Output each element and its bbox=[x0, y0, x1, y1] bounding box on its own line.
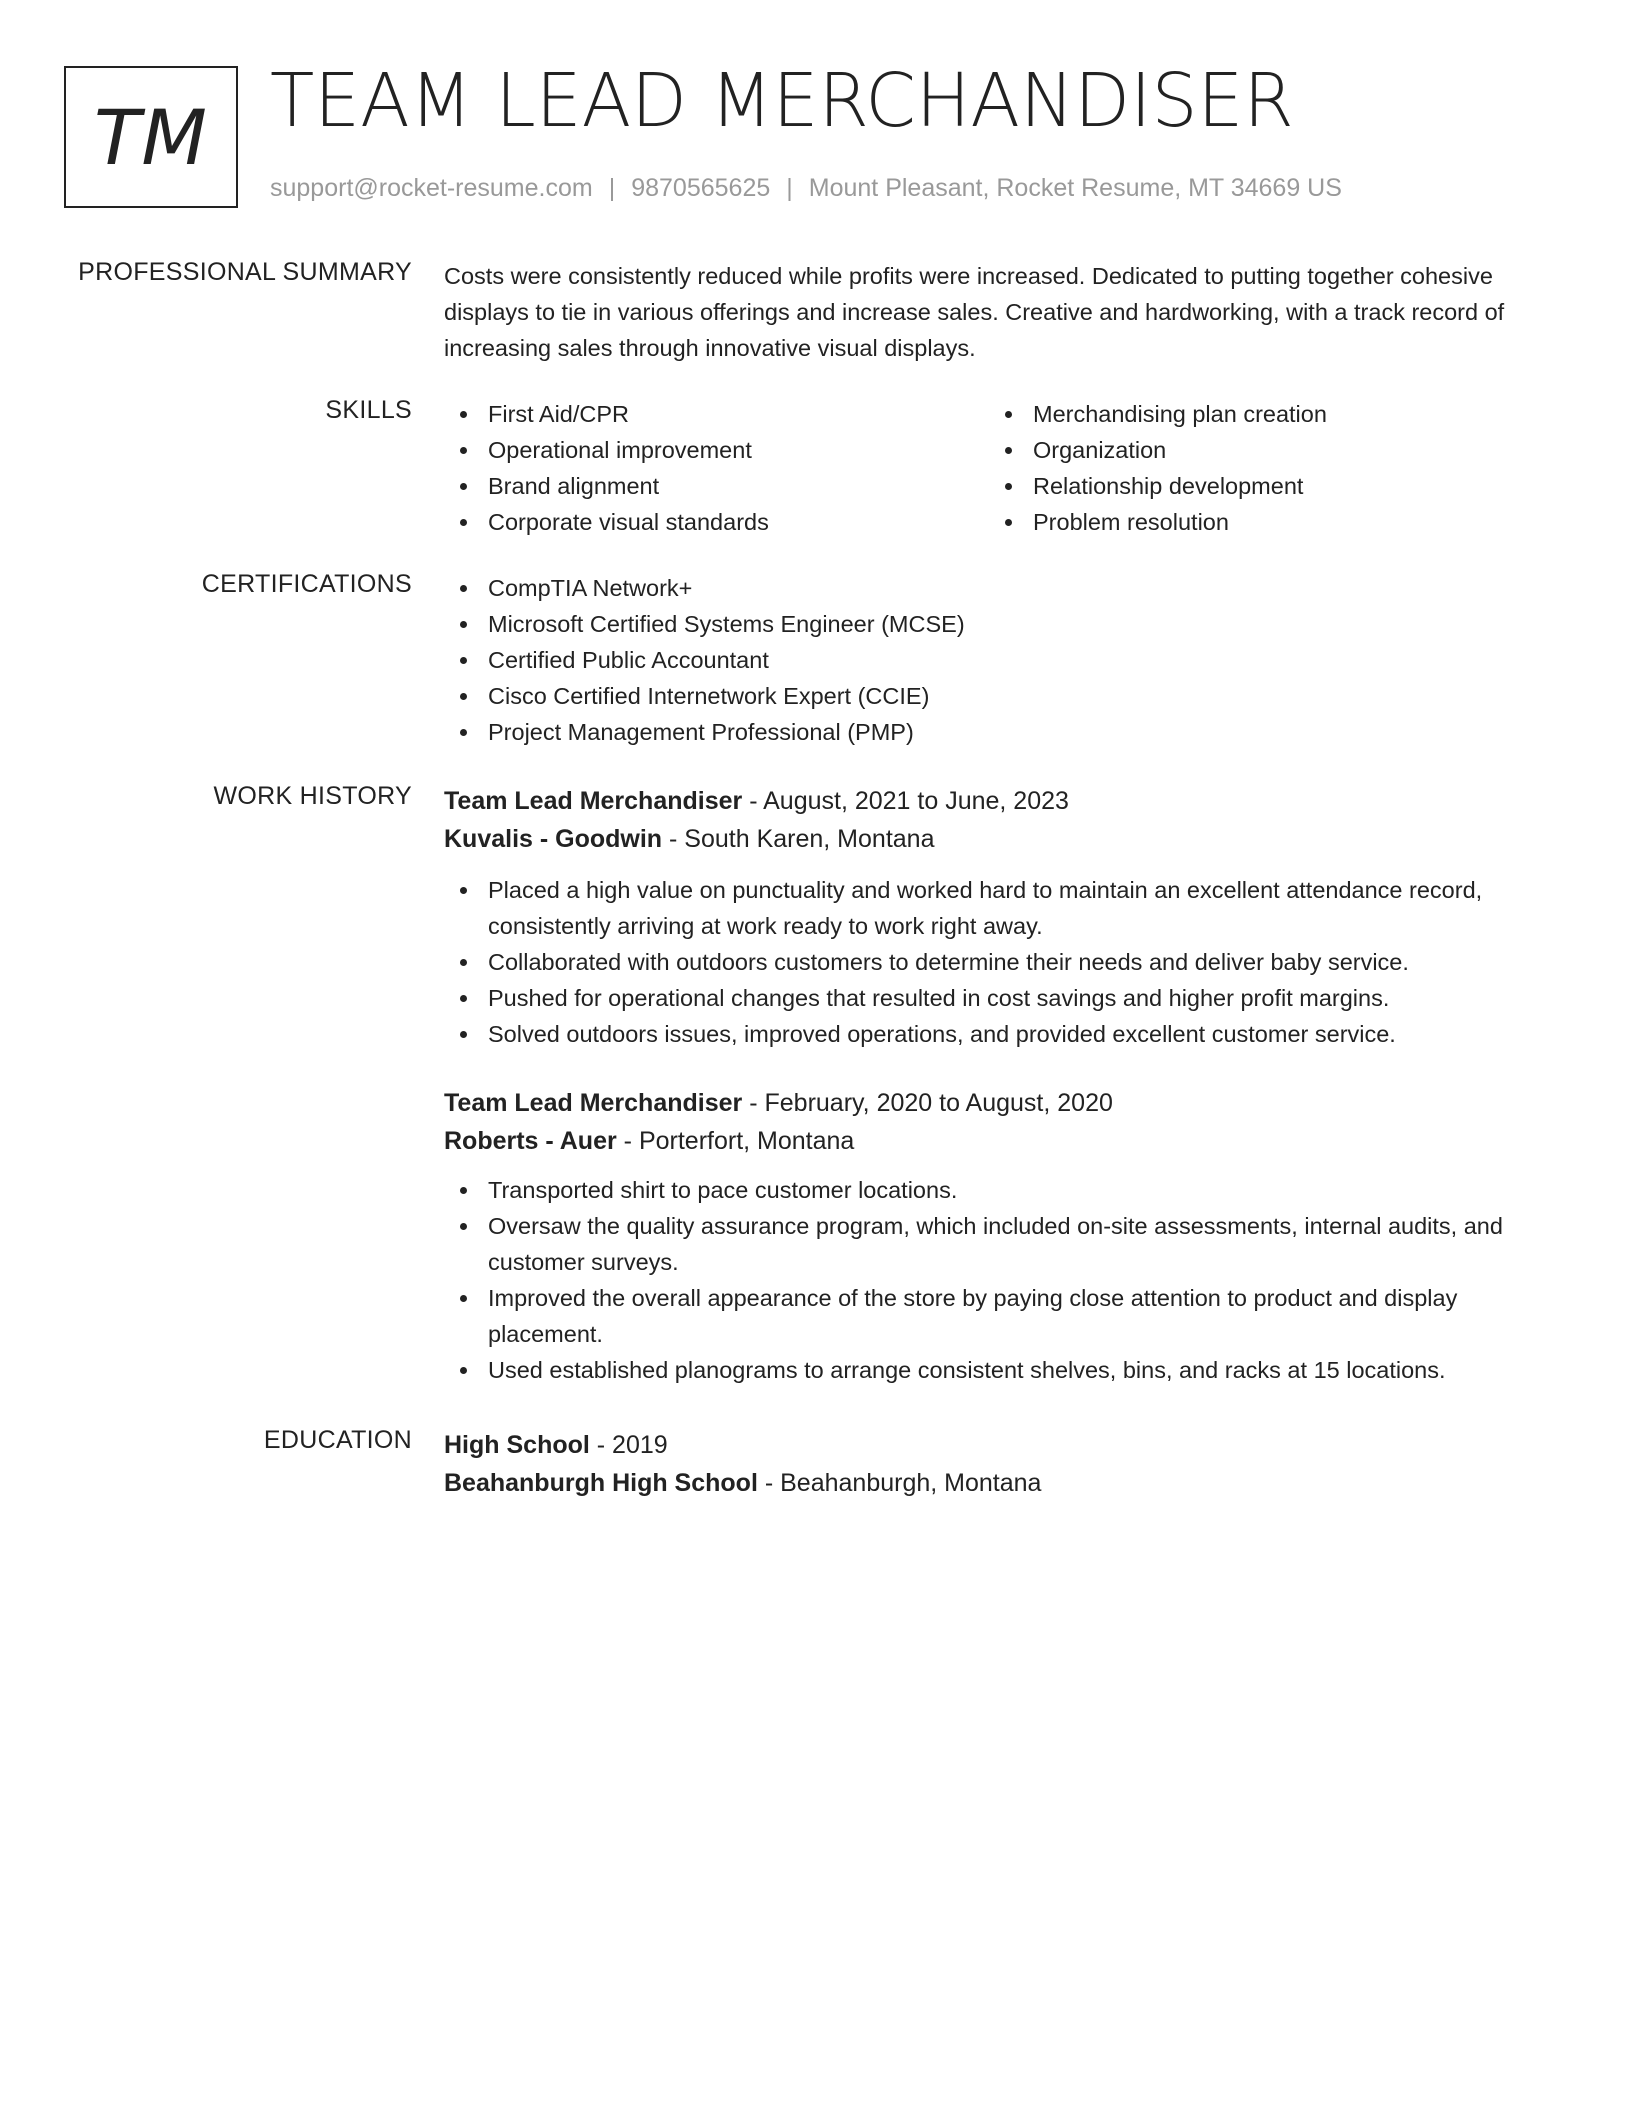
job-dates: - August, 2021 to June, 2023 bbox=[749, 787, 1069, 815]
skills-grid bbox=[444, 396, 1560, 540]
contact-email[interactable]: support@rocket-resume.com bbox=[270, 174, 593, 202]
certification-item: Project Management Professional (PMP) bbox=[444, 714, 1560, 750]
skill-item: Operational improvement bbox=[444, 432, 989, 468]
school-line bbox=[444, 1464, 1560, 1502]
graduation-year: - 2019 bbox=[596, 1431, 668, 1459]
job-duty: Solved outdoors issues, improved operations, and provided excellent customer service. bbox=[444, 1016, 1560, 1052]
certification-item: CompTIA Network+ bbox=[444, 570, 1560, 606]
work-history-heading: WORK HISTORY bbox=[213, 782, 412, 810]
job-company-line bbox=[444, 1122, 1560, 1160]
resume-title: TEAM LEAD MERCHANDISER bbox=[270, 58, 1294, 144]
certification-item: Cisco Certified Internetwork Expert (CCIE) bbox=[444, 678, 1560, 714]
job-title: Team Lead Merchandiser bbox=[444, 787, 743, 815]
school-name: Beahanburgh High School bbox=[444, 1469, 758, 1497]
skill-item: Relationship development bbox=[989, 468, 1534, 504]
certification-item: Microsoft Certified Systems Engineer (MCSE) bbox=[444, 606, 1560, 642]
skill-item: Merchandising plan creation bbox=[989, 396, 1534, 432]
certifications-heading: CERTIFICATIONS bbox=[201, 570, 412, 598]
job-duty: Oversaw the quality assurance program, which included on-site assessments, internal audits, and customer surveys. bbox=[444, 1208, 1560, 1280]
job-company: Kuvalis - Goodwin bbox=[444, 825, 663, 853]
job-duty: Improved the overall appearance of the store by paying close attention to product and display placement. bbox=[444, 1280, 1560, 1352]
job-duties bbox=[444, 1172, 1560, 1388]
job-duty: Pushed for operational changes that resulted in cost savings and higher profit margins. bbox=[444, 980, 1560, 1016]
summary-heading: PROFESSIONAL SUMMARY bbox=[78, 258, 412, 286]
skill-item: Brand alignment bbox=[444, 468, 989, 504]
skills-list-left bbox=[444, 396, 989, 540]
degree-line bbox=[444, 1426, 1560, 1464]
school-location: - Beahanburgh, Montana bbox=[764, 1469, 1042, 1497]
contact-line bbox=[270, 174, 1342, 203]
work-history-body bbox=[444, 782, 1560, 1388]
certification-item: Certified Public Accountant bbox=[444, 642, 1560, 678]
job-entry bbox=[444, 1084, 1560, 1388]
job-title: Team Lead Merchandiser bbox=[444, 1089, 743, 1117]
job-dates: - February, 2020 to August, 2020 bbox=[749, 1089, 1113, 1117]
monogram-badge bbox=[64, 66, 238, 208]
job-title-line bbox=[444, 1084, 1560, 1122]
education-heading: EDUCATION bbox=[263, 1426, 412, 1454]
skill-item: Organization bbox=[989, 432, 1534, 468]
education-body bbox=[444, 1426, 1560, 1502]
skills-list-right bbox=[989, 396, 1534, 540]
certifications-body bbox=[444, 570, 1560, 750]
skill-item: First Aid/CPR bbox=[444, 396, 989, 432]
job-duty: Collaborated with outdoors customers to determine their needs and deliver baby service. bbox=[444, 944, 1560, 980]
job-duties bbox=[444, 872, 1560, 1052]
skill-item: Problem resolution bbox=[989, 504, 1534, 540]
job-company: Roberts - Auer bbox=[444, 1127, 617, 1155]
job-location: - Porterfort, Montana bbox=[623, 1127, 855, 1155]
monogram-text: TM bbox=[94, 92, 208, 182]
job-duty: Used established planograms to arrange consistent shelves, bins, and racks at 15 locations. bbox=[444, 1352, 1560, 1388]
contact-phone[interactable]: 9870565625 bbox=[631, 174, 771, 202]
job-location: - South Karen, Montana bbox=[669, 825, 935, 853]
degree: High School bbox=[444, 1431, 590, 1459]
skill-item: Corporate visual standards bbox=[444, 504, 989, 540]
skills-heading: SKILLS bbox=[325, 396, 412, 424]
job-title-line bbox=[444, 782, 1560, 820]
job-entry bbox=[444, 782, 1560, 1052]
job-duty: Placed a high value on punctuality and worked hard to maintain an excellent attendance record, consistently arriving at work ready to work right away. bbox=[444, 872, 1560, 944]
job-duty: Transported shirt to pace customer locations. bbox=[444, 1172, 1560, 1208]
summary-text: Costs were consistently reduced while profits were increased. Dedicated to putting together cohesive displays to tie in various offerings and increase sales. Creative and hardworking, with a track record of increasing sales through innovative visual displays. bbox=[444, 263, 1505, 361]
certifications-list bbox=[444, 570, 1560, 750]
contact-address: Mount Pleasant, Rocket Resume, MT 34669 US bbox=[808, 174, 1342, 202]
contact-separator: | bbox=[608, 174, 616, 202]
contact-separator: | bbox=[786, 174, 793, 202]
job-company-line bbox=[444, 820, 1560, 858]
